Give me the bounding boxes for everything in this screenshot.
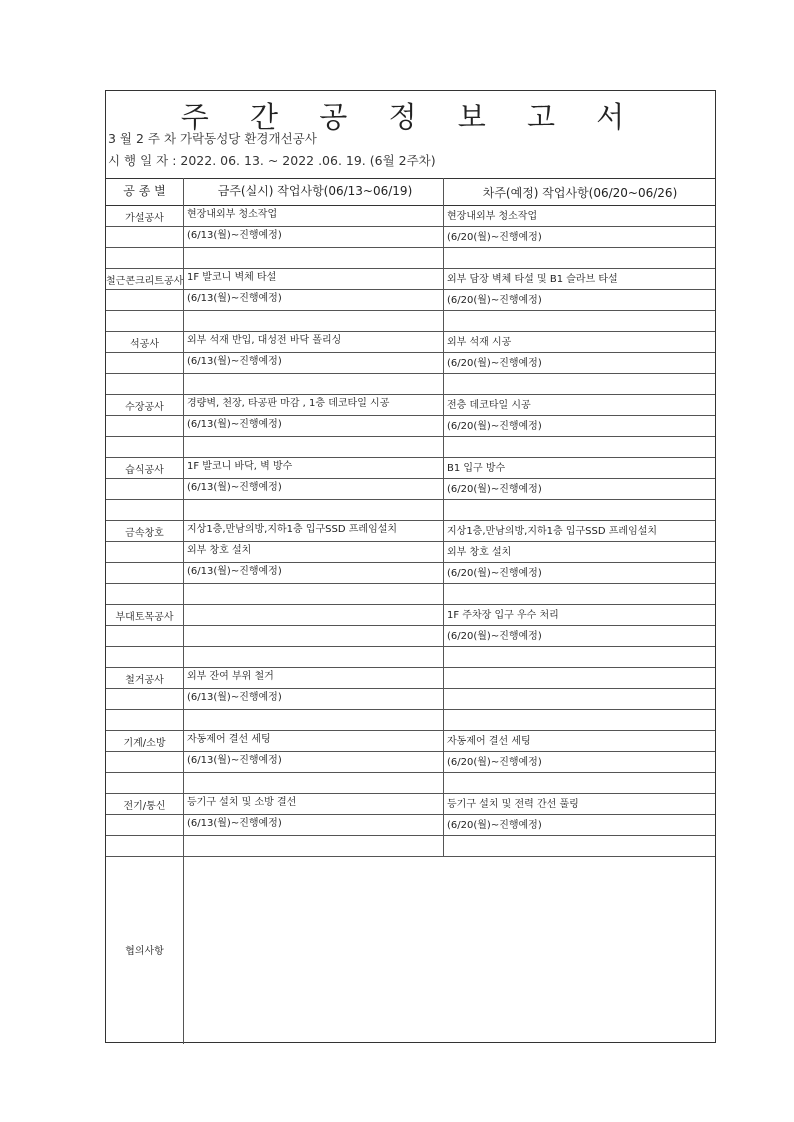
row-rule xyxy=(106,436,715,437)
this-week-item: 외부 잔여 부위 철거 xyxy=(187,671,274,682)
next-week-item: (6/20(월)~진행예정) xyxy=(447,484,542,495)
this-week-item: 외부 창호 설치 xyxy=(187,545,252,556)
next-week-item: (6/20(월)~진행예정) xyxy=(447,820,542,831)
next-week-item: 전층 데코타일 시공 xyxy=(447,400,531,411)
row-rule xyxy=(106,709,715,710)
row-rule xyxy=(106,604,715,605)
this-week-item: 외부 석재 반입, 대성전 바닥 폴리싱 xyxy=(187,335,342,346)
next-week-item: (6/20(월)~진행예정) xyxy=(447,757,542,768)
report-title: 주 간 공 정 보 고 서 xyxy=(180,100,641,134)
next-week-item: (6/20(월)~진행예정) xyxy=(447,358,542,369)
this-week-item: (6/13(월)~진행예정) xyxy=(187,482,282,493)
header-next-week: 차주(예정) 작업사항(06/20~06/26) xyxy=(482,186,678,200)
category-label: 습식공사 xyxy=(125,465,164,476)
category-label: 가설공사 xyxy=(125,213,164,224)
header-top-rule xyxy=(106,178,715,179)
row-rule xyxy=(106,583,715,584)
this-week-item: (6/13(월)~진행예정) xyxy=(187,566,282,577)
category-label: 전기/통신 xyxy=(123,801,166,812)
row-rule xyxy=(106,835,715,836)
category-label: 철거공사 xyxy=(125,675,164,686)
row-rule xyxy=(106,772,715,773)
this-week-item: (6/13(월)~진행예정) xyxy=(187,230,282,241)
category-label: 부대토목공사 xyxy=(115,612,174,623)
next-week-item: 등기구 설치 및 전력 간선 풀링 xyxy=(447,799,579,810)
row-rule xyxy=(106,646,715,647)
category-label: 금속창호 xyxy=(125,528,164,539)
row-rule xyxy=(106,625,715,626)
next-week-item: 외부 담장 벽체 타설 및 B1 슬라브 타설 xyxy=(447,274,618,285)
next-week-item: (6/20(월)~진행예정) xyxy=(447,421,542,432)
next-week-item: (6/20(월)~진행예정) xyxy=(447,631,542,642)
row-rule xyxy=(106,247,715,248)
weekly-report-sheet xyxy=(105,90,716,1043)
this-week-item: 경량벽, 천장, 타공판 마감 , 1층 데코타일 시공 xyxy=(187,398,390,409)
next-week-item: 자동제어 결선 세팅 xyxy=(447,736,531,747)
category-label: 기계/소방 xyxy=(123,738,166,749)
this-week-item: 1F 발코니 벽체 타설 xyxy=(187,272,277,283)
next-week-item: 외부 창호 설치 xyxy=(447,547,512,558)
consult-label: 협의사항 xyxy=(125,946,164,957)
next-week-item: 외부 석재 시공 xyxy=(447,337,512,348)
row-rule xyxy=(106,856,715,857)
next-week-item: (6/20(월)~진행예정) xyxy=(447,568,542,579)
row-rule xyxy=(106,373,715,374)
header-this-week: 금주(실시) 작업사항(06/13~06/19) xyxy=(217,184,413,198)
row-rule xyxy=(106,499,715,500)
week-project-line: 3 월 2 주 차 가락동성당 환경개선공사 xyxy=(108,131,317,146)
category-label: 수장공사 xyxy=(125,402,164,413)
this-week-item: (6/13(월)~진행예정) xyxy=(187,818,282,829)
category-label: 철근콘크리트공사 xyxy=(106,276,184,287)
next-week-item: 지상1층,만남의방,지하1층 입구SSD 프레임설치 xyxy=(447,526,658,537)
header-category: 공 종 별 xyxy=(123,184,166,198)
this-week-item: 1F 발코니 바닥, 벽 방수 xyxy=(187,461,293,472)
next-week-item: 1F 주차장 입구 우수 처리 xyxy=(447,610,559,621)
category-divider xyxy=(183,178,184,1044)
this-week-item: (6/13(월)~진행예정) xyxy=(187,419,282,430)
category-label: 석공사 xyxy=(130,339,159,350)
this-week-item: 지상1층,만남의방,지하1층 입구SSD 프레임설치 xyxy=(187,524,398,535)
this-week-item: (6/13(월)~진행예정) xyxy=(187,356,282,367)
this-week-item: (6/13(월)~진행예정) xyxy=(187,692,282,703)
this-week-item: 등기구 설치 및 소방 결선 xyxy=(187,797,297,808)
next-week-item: B1 입구 방수 xyxy=(447,463,506,474)
next-week-item: 현장내외부 청소작업 xyxy=(447,211,538,222)
row-rule xyxy=(106,310,715,311)
this-week-item: (6/13(월)~진행예정) xyxy=(187,293,282,304)
this-week-item: 자동제어 결선 세팅 xyxy=(187,734,271,745)
period-line: 시 행 일 자 : 2022. 06. 13. ~ 2022 .06. 19. (6월 2주차) xyxy=(108,153,436,168)
this-week-item: (6/13(월)~진행예정) xyxy=(187,755,282,766)
next-week-item: (6/20(월)~진행예정) xyxy=(447,295,542,306)
this-week-item: 현장내외부 청소작업 xyxy=(187,209,278,220)
next-week-item: (6/20(월)~진행예정) xyxy=(447,232,542,243)
week-divider xyxy=(443,178,444,856)
